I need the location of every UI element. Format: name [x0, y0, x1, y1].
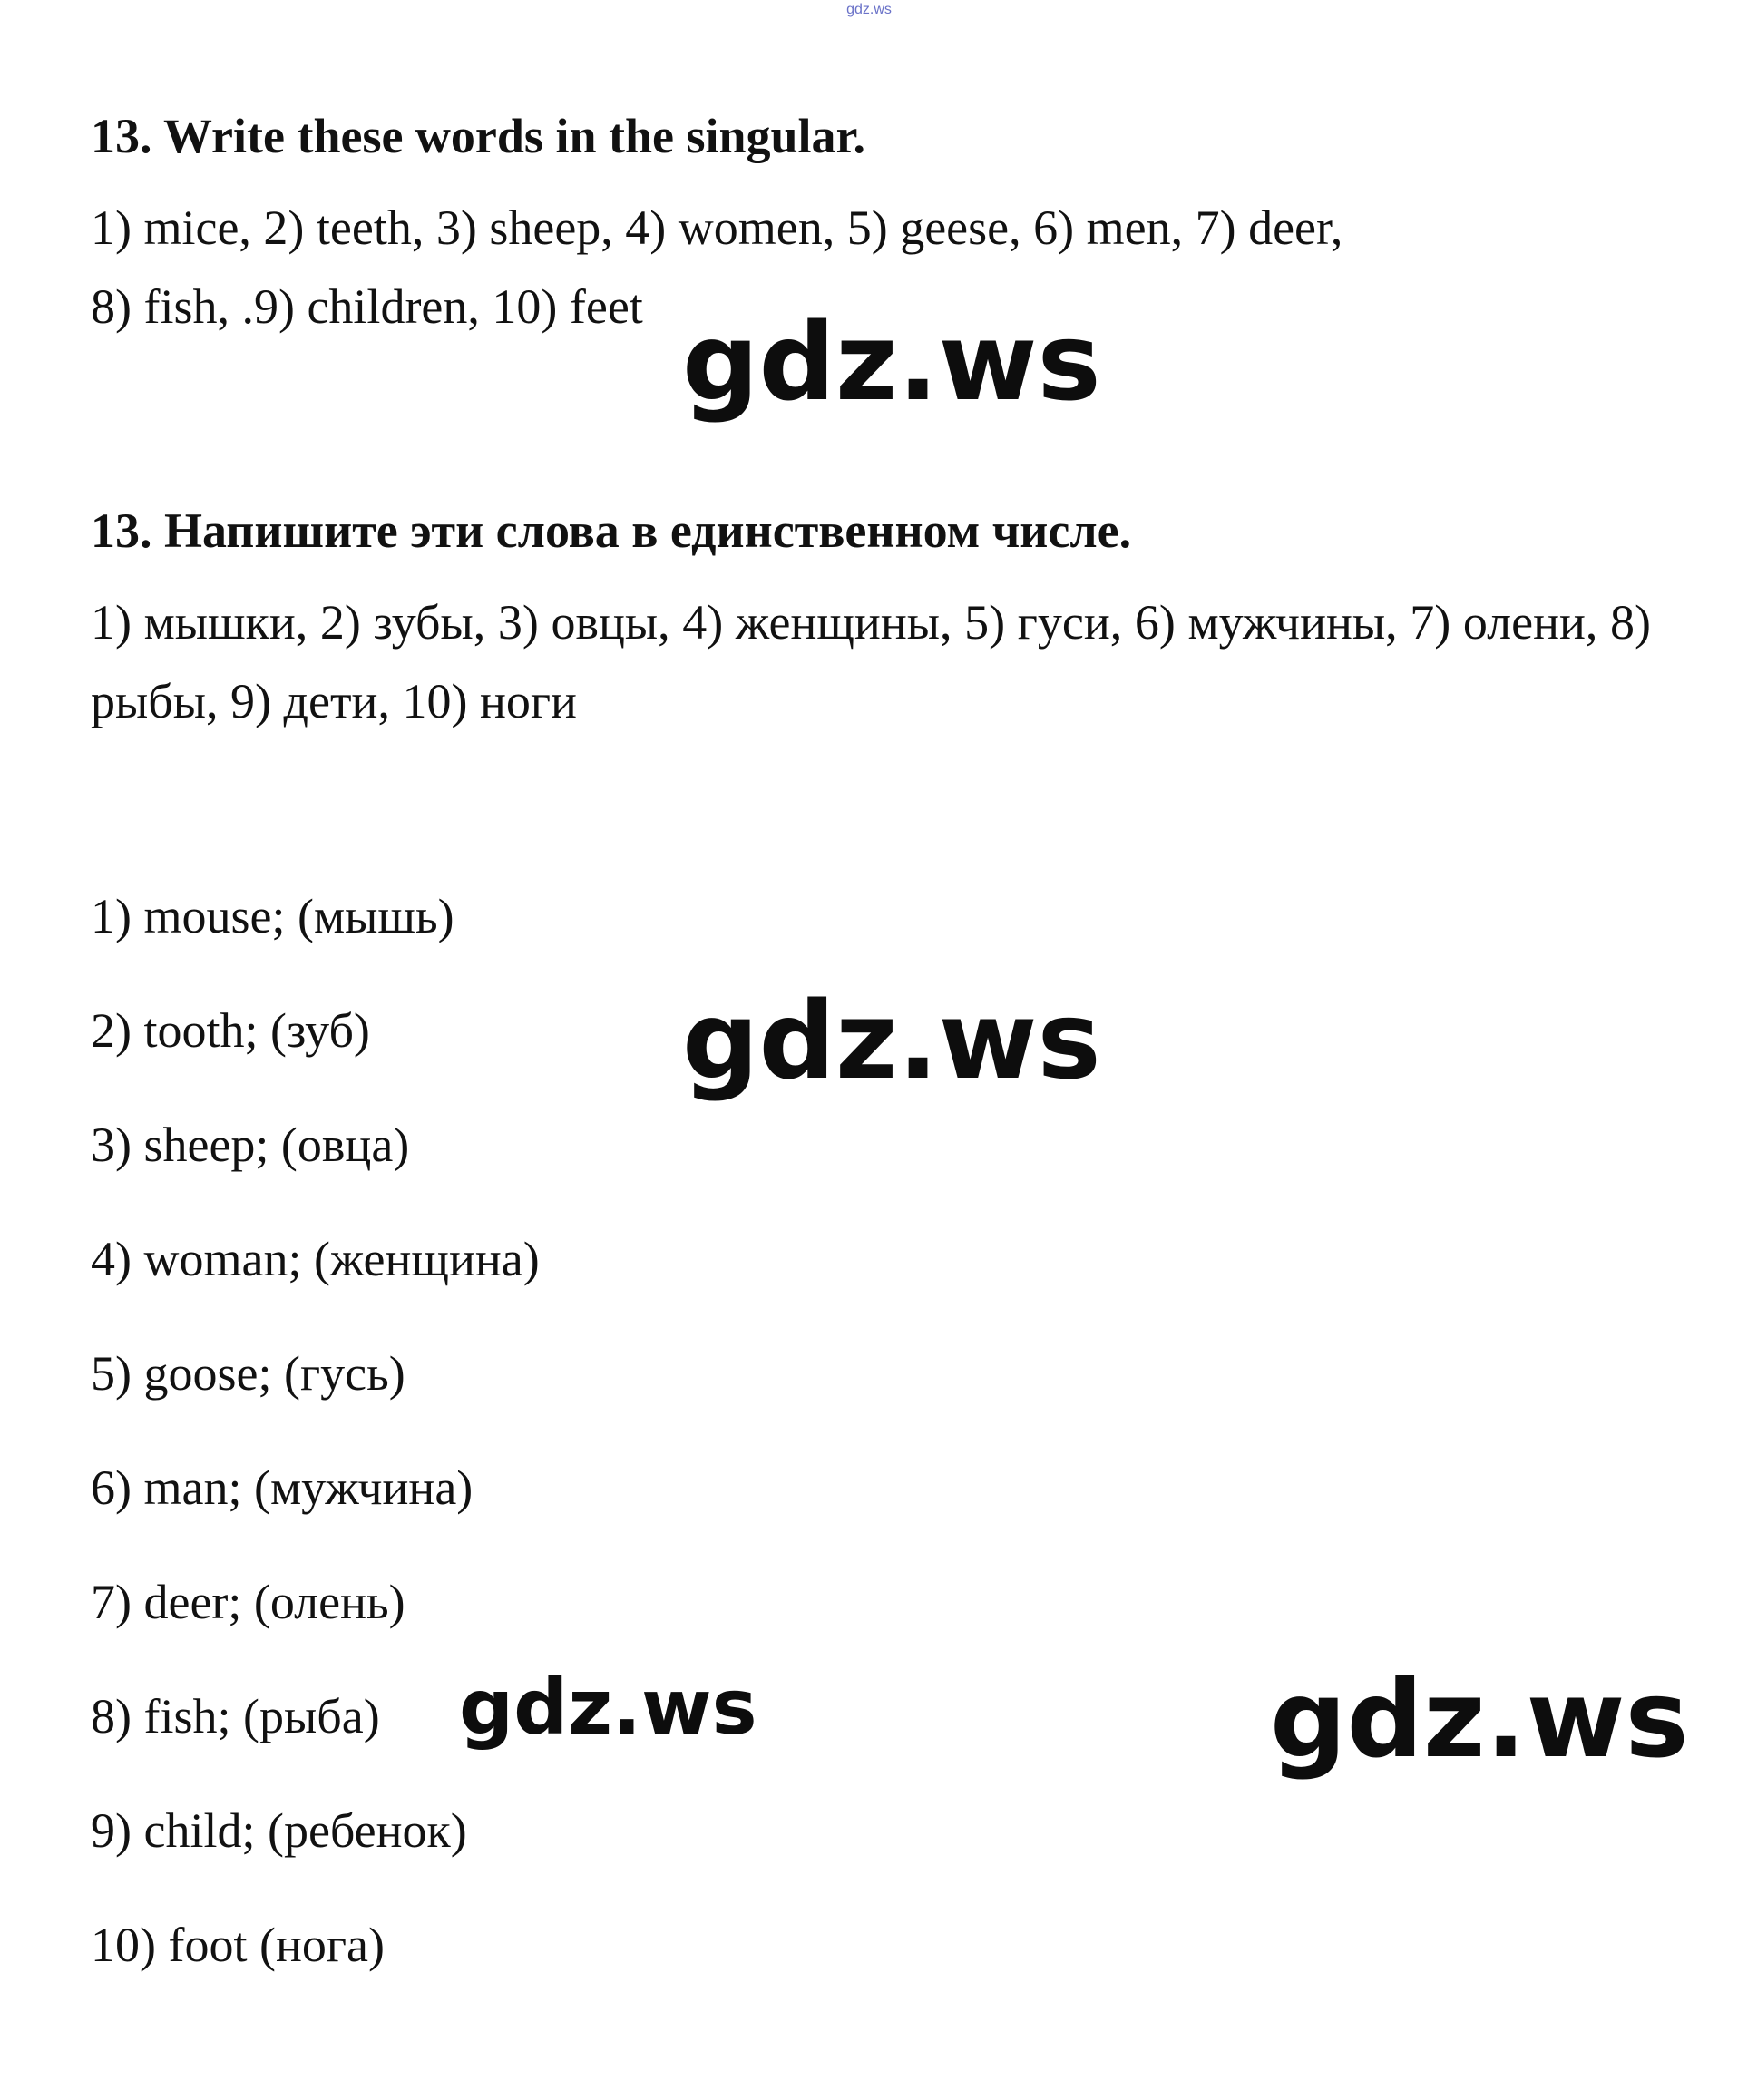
answer-item: 10) foot (нога) [91, 1918, 385, 1972]
exercise-title-english: 13. Write these words in the singular. [91, 109, 866, 163]
answer-item: 4) woman; (женщина) [91, 1232, 540, 1286]
answer-item: 8) fish; (рыба) [91, 1689, 380, 1743]
answer-item: 2) tooth; (зуб) [91, 1003, 370, 1058]
answer-item: 6) man; (мужчина) [91, 1460, 474, 1515]
top-watermark: gdz.ws [846, 2, 892, 17]
exercise-words-russian: 1) мышки, 2) зубы, 3) овцы, 4) женщины, 5) гуси, 6) мужчины, 7) олени, 8) рыбы, 9) дети, 10) ноги [91, 595, 1651, 728]
answer-item: 1) mouse; (мышь) [91, 889, 454, 943]
answer-item: 9) child; (ребенок) [91, 1803, 467, 1858]
exercise-words-line-2: 8) fish, .9) children, 10) feet [91, 279, 643, 334]
answer-item: 7) deer; (олень) [91, 1575, 405, 1629]
exercise-russian [91, 503, 1651, 741]
answer-item: 5) goose; (гусь) [91, 1346, 405, 1401]
watermark: gdz.ws [459, 1663, 757, 1752]
answer-item: 3) sheep; (овца) [91, 1118, 410, 1172]
watermark: gdz.ws [682, 299, 1101, 425]
exercise-words-line-1: 1) mice, 2) teeth, 3) sheep, 4) women, 5) geese, 6) men, 7) deer, [91, 200, 1343, 255]
watermark: gdz.ws [682, 978, 1101, 1103]
exercise-title-russian: 13. Напишите эти слова в единственном числе. [91, 503, 1132, 558]
watermark: gdz.ws [1270, 1656, 1689, 1782]
